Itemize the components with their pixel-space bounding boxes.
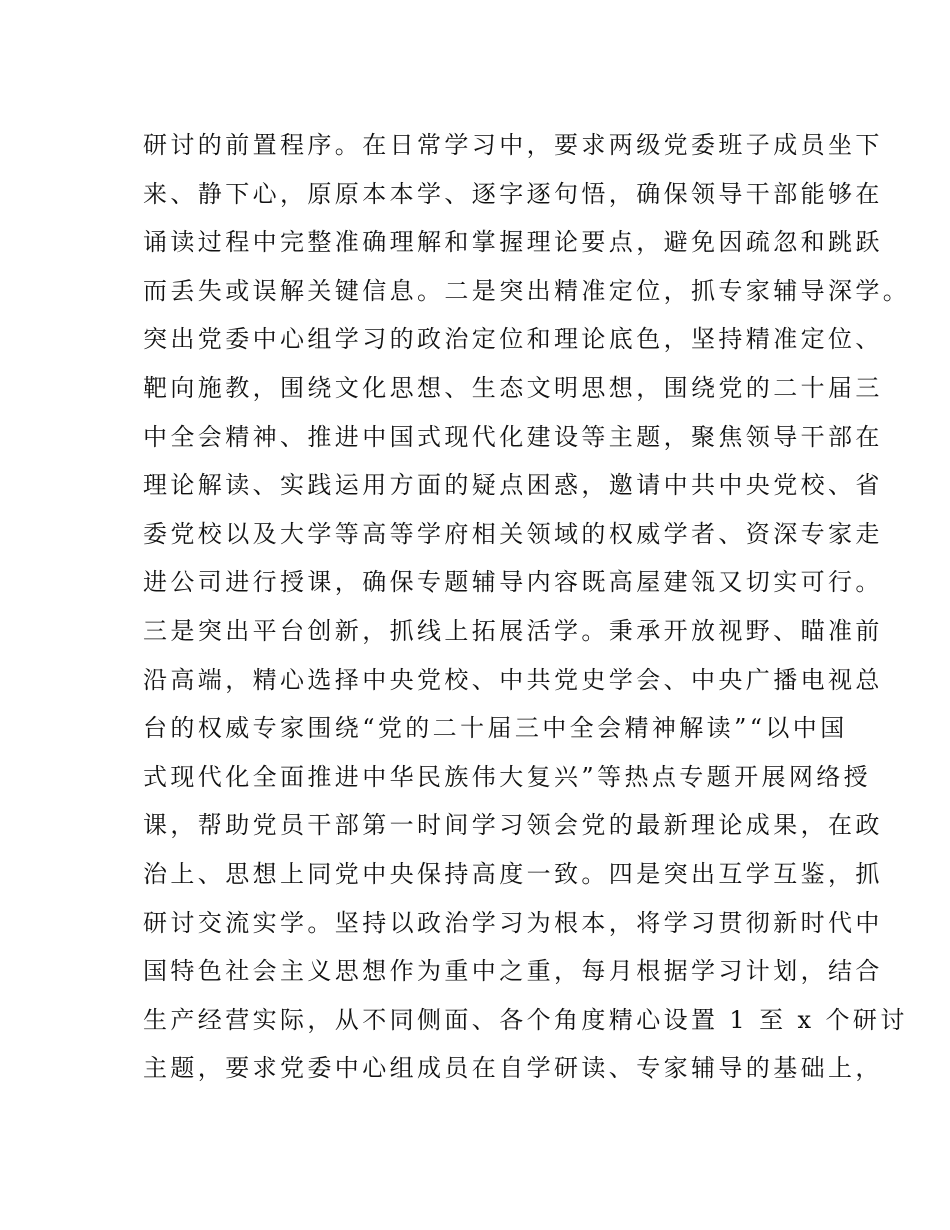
text-line: 台的权威专家围绕“党的二十届三中全会精神解读”“以中国: [143, 714, 848, 743]
text-line: 治上、思想上同党中央保持高度一致。四是突出互学互鉴，抓: [143, 859, 883, 888]
text-line: 国特色社会主义思想作为重中之重，每月根据学习计划，结合: [143, 957, 883, 986]
text-line: 进公司进行授课，确保专题辅导内容既高屋建瓴又切实可行。: [143, 568, 883, 597]
text-line: 理论解读、实践运用方面的疑点困惑，邀请中共中央党校、省: [143, 471, 883, 500]
text-line: 突出党委中心组学习的政治定位和理论底色，坚持精准定位、: [143, 325, 883, 354]
text-line: 而丢失或误解关键信息。二是突出精准定位，抓专家辅导深学。: [143, 276, 911, 305]
text-line: 靶向施教，围绕文化思想、生态文明思想，围绕党的二十届三: [143, 373, 883, 402]
text-line: 研讨的前置程序。在日常学习中，要求两级党委班子成员坐下: [143, 131, 883, 159]
text-line: 委党校以及大学等高等学府相关领域的权威学者、资深专家走: [143, 519, 883, 548]
body-paragraph: [143, 121, 911, 1093]
text-line: 研讨交流实学。坚持以政治学习为根本，将学习贯彻新时代中: [143, 908, 883, 937]
text-line: 式现代化全面推进中华民族伟大复兴”等热点专题开展网络授: [143, 762, 872, 791]
text-line: 中全会精神、推进中国式现代化建设等主题，聚焦领导干部在: [143, 422, 883, 451]
text-line: 沿高端，精心选择中央党校、中共党史学会、中央广播电视总: [143, 665, 883, 694]
text-line: 生产经营实际，从不同侧面、各个角度精心设置 1 至 x 个研讨: [143, 1005, 908, 1034]
text-line: 来、静下心，原原本本学、逐字逐句悟，确保领导干部能够在: [143, 179, 883, 208]
text-line: 主题，要求党委中心组成员在自学研读、专家辅导的基础上，: [143, 1054, 883, 1083]
text-line: 课，帮助党员干部第一时间学习领会党的最新理论成果，在政: [143, 811, 883, 840]
text-line: 三是突出平台创新，抓线上拓展活学。秉承开放视野、瞄准前: [143, 616, 883, 645]
text-line: 诵读过程中完整准确理解和掌握理论要点，避免因疏忽和跳跃: [143, 228, 883, 257]
